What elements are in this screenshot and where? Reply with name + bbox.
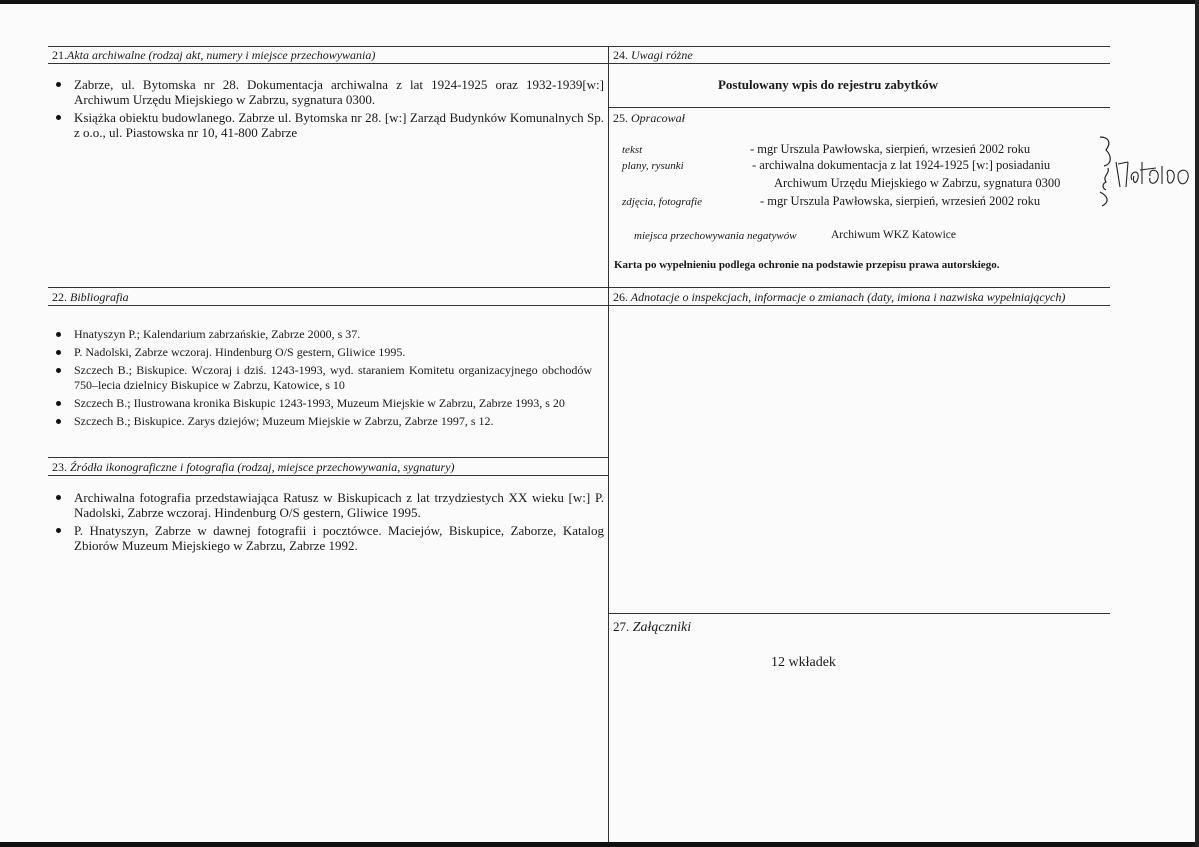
plans-value-line2: Archiwum Urzędu Miejskiego w Zabrzu, sygnatura 0300 [774, 176, 1061, 190]
section26-label-line [608, 305, 1110, 306]
section23-number: 23. [52, 460, 67, 474]
section22-label-line [48, 305, 608, 306]
photos-value: - mgr Urszula Pawłowska, sierpień, wrzesień 2002 roku [760, 194, 1041, 208]
section26-title: Adnotacje o inspekcjach, informacje o zmianach (daty, imiona i nazwiska wypełniających) [630, 290, 1066, 304]
section27-label [613, 619, 691, 636]
section25-number: 25. [613, 111, 628, 125]
list-item: Szczech B.; Biskupice. Wczoraj i dziś. 1243-1993, wyd. staraniem Komitetu organizacyjnego obchodów 750–lecia dzielnicy Biskupice w Zabrzu, Katowice, s 10 [52, 363, 592, 393]
section24-label [613, 48, 693, 63]
attachments-count: 12 wkładek [771, 655, 836, 670]
section22-top-line [48, 287, 608, 288]
scan-bottom-edge [0, 842, 1199, 847]
negatives-value: Archiwum WKZ Katowice [831, 229, 956, 241]
register-entry-note: Postulowany wpis do rejestru zabytków [717, 77, 939, 92]
section21-label [52, 48, 375, 63]
section23-label [52, 460, 455, 475]
list-item: P. Nadolski, Zabrze wczoraj. Hindenburg O/S gestern, Gliwice 1995. [52, 345, 592, 360]
negatives-label: miejsca przechowywania negatywów [634, 230, 797, 242]
section21-number: 21. [52, 48, 67, 62]
section22-title: Bibliografia [70, 290, 129, 304]
section24-number: 24. [613, 48, 628, 62]
section21-list [52, 77, 604, 143]
handwritten-signature-icon [1098, 132, 1193, 212]
section27-top-line [608, 613, 1110, 614]
section24-title: Uwagi różne [631, 48, 693, 62]
column-divider [608, 46, 609, 842]
section23-title: Źródła ikonograficzne i fotografia (rodzaj, miejsce przechowywania, sygnatury) [70, 460, 455, 474]
section26-number: 26. [613, 290, 628, 304]
copyright-note: Karta po wypełnieniu podlega ochronie na podstawie przepisu prawa autorskiego. [614, 259, 1000, 271]
section23-list [52, 490, 604, 556]
section25-top-line [608, 107, 1110, 108]
section24-top-line [608, 46, 1110, 47]
section25-title: Opracował [631, 111, 685, 125]
photos-label: zdjęcia, fotografie [622, 196, 703, 208]
list-item: Książka obiektu budowlanego. Zabrze ul. Bytomska nr 28. [w:] Zarząd Budynków Komunalnych Sp. z o.o., ul. Piastowska nr 10, 41-800 Zabrze [52, 110, 604, 140]
section25-label [613, 111, 685, 126]
list-item: Archiwalna fotografia przedstawiająca Ratusz w Biskupicach z lat trzydziestych XX wieku [w:] P. Nadolski, Zabrze wczoraj. Hindenburg O/S gestern, Gliwice 1995. [52, 490, 604, 520]
list-item: Szczech B.; Ilustrowana kronika Biskupic 1243-1993, Muzeum Miejskie w Zabrzu, Zabrze 1993, s 20 [52, 396, 592, 411]
section21-top-line [48, 46, 608, 47]
scan-top-edge [0, 0, 1199, 4]
section27-number: 27. [613, 619, 630, 634]
list-item: P. Hnatyszyn, Zabrze w dawnej fotografii i pocztówce. Maciejów, Biskupice, Zaborze, Katalog Zbiorów Muzeum Miejskiego w Zabrzu, Zabrze 1992. [52, 523, 604, 553]
section22-label [52, 290, 129, 305]
section23-label-line [48, 475, 608, 476]
section24-label-line [608, 63, 1110, 64]
plans-value-line1: - archiwalna dokumentacja z lat 1924-1925 [w:] posiadaniu [752, 158, 1051, 172]
section26-label [613, 290, 1065, 305]
section23-top-line [48, 457, 608, 458]
section26-top-line [608, 287, 1110, 288]
plans-label: plany, rysunki [622, 160, 684, 172]
section21-label-line [48, 63, 608, 64]
section22-list [52, 327, 592, 432]
section21-title: Akta archiwalne (rodzaj akt, numery i miejsce przechowywania) [67, 48, 376, 62]
list-item: Hnatyszyn P.; Kalendarium zabrzańskie, Zabrze 2000, s 37. [52, 327, 592, 342]
section27-title: Załączniki [632, 620, 692, 635]
section22-number: 22. [52, 290, 67, 304]
text-author-label: tekst [622, 144, 643, 156]
list-item: Zabrze, ul. Bytomska nr 28. Dokumentacja archiwalna z lat 1924-1925 oraz 1932-1939[w:] Archiwum Urzędu Miejskiego w Zabrzu, sygnatura 0300. [52, 77, 604, 107]
text-author-value: - mgr Urszula Pawłowska, sierpień, wrzesień 2002 roku [750, 142, 1031, 156]
list-item: Szczech B.; Biskupice. Zarys dziejów; Muzeum Miejskie w Zabrzu, Zabrze 1997, s 12. [52, 414, 592, 429]
scan-right-edge [1195, 0, 1199, 847]
